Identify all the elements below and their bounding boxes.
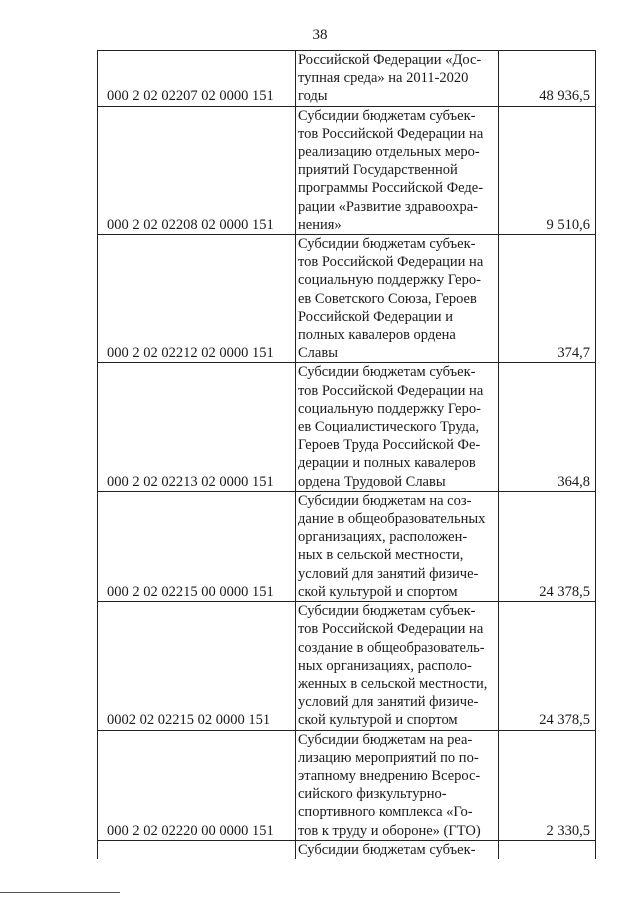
scan-edge-divider xyxy=(0,892,120,893)
description-cell: Субсидии бюджетам субъек- xyxy=(296,840,499,859)
table-row xyxy=(98,491,596,601)
table-row xyxy=(98,51,596,107)
description-cell: Субсидии бюджетам субъек- тов Российской Федерации на создание в общеобразователь- ных организациях, располо- женных в сельской местности, условий для занятий физиче- ской культурой и спортом xyxy=(296,602,499,730)
amount-cell xyxy=(499,840,596,859)
table-row-continued xyxy=(98,840,596,859)
budget-code-cell: 000 2 02 02207 02 0000 151 xyxy=(98,51,296,107)
budget-code-cell: 000 2 02 02208 02 0000 151 xyxy=(98,106,296,234)
description-cell: Субсидии бюджетам субъек- тов Российской Федерации на реализацию отдельных меро- приятий Государственной программы Российской Феде- рации «Развитие здравоохра- нения» xyxy=(296,106,499,234)
table-row xyxy=(98,106,596,234)
amount-cell: 374,7 xyxy=(499,235,596,363)
description-cell: Субсидии бюджетам субъек- тов Российской Федерации на социальную поддержку Геро- ев Советского Союза, Героев Российской Федерации и полных кавалеров ордена Славы xyxy=(296,235,499,363)
description-cell: Субсидии бюджетам на реа- лизацию мероприятий по по- этапному внедрению Всерос- сийского физкультурно- спортивного комплекса «Го- тов к труду и обороне» (ГТО) xyxy=(296,730,499,840)
budget-code-cell: 000 2 02 02212 02 0000 151 xyxy=(98,235,296,363)
table-row xyxy=(98,730,596,840)
budget-code-cell: 000 2 02 02213 02 0000 151 xyxy=(98,363,296,491)
amount-cell: 364,8 xyxy=(499,363,596,491)
amount-cell: 24 378,5 xyxy=(499,602,596,730)
budget-code-cell xyxy=(98,840,296,859)
budget-code-cell: 0002 02 02215 02 0000 151 xyxy=(98,602,296,730)
amount-cell: 9 510,6 xyxy=(499,106,596,234)
amount-cell: 24 378,5 xyxy=(499,491,596,601)
table-row xyxy=(98,235,596,363)
budget-revenue-table xyxy=(97,50,596,859)
budget-code-cell: 000 2 02 02220 00 0000 151 xyxy=(98,730,296,840)
amount-cell: 48 936,5 xyxy=(499,51,596,107)
budget-code-cell: 000 2 02 02215 00 0000 151 xyxy=(98,491,296,601)
table-row xyxy=(98,602,596,730)
amount-cell: 2 330,5 xyxy=(499,730,596,840)
table-row xyxy=(98,363,596,491)
description-cell: Субсидии бюджетам субъек- тов Российской Федерации на социальную поддержку Геро- ев Социалистического Труда, Героев Труда Российской Фе- дерации и полных кавалеров ордена Трудовой Славы xyxy=(296,363,499,491)
description-cell: Российской Федерации «Дос- тупная среда» на 2011-2020 годы xyxy=(296,51,499,107)
page-number: 38 xyxy=(312,27,328,43)
description-cell: Субсидии бюджетам на соз- дание в общеобразовательных организациях, расположен- ных в сельской местности, условий для занятий физиче- ской культурой и спортом xyxy=(296,491,499,601)
